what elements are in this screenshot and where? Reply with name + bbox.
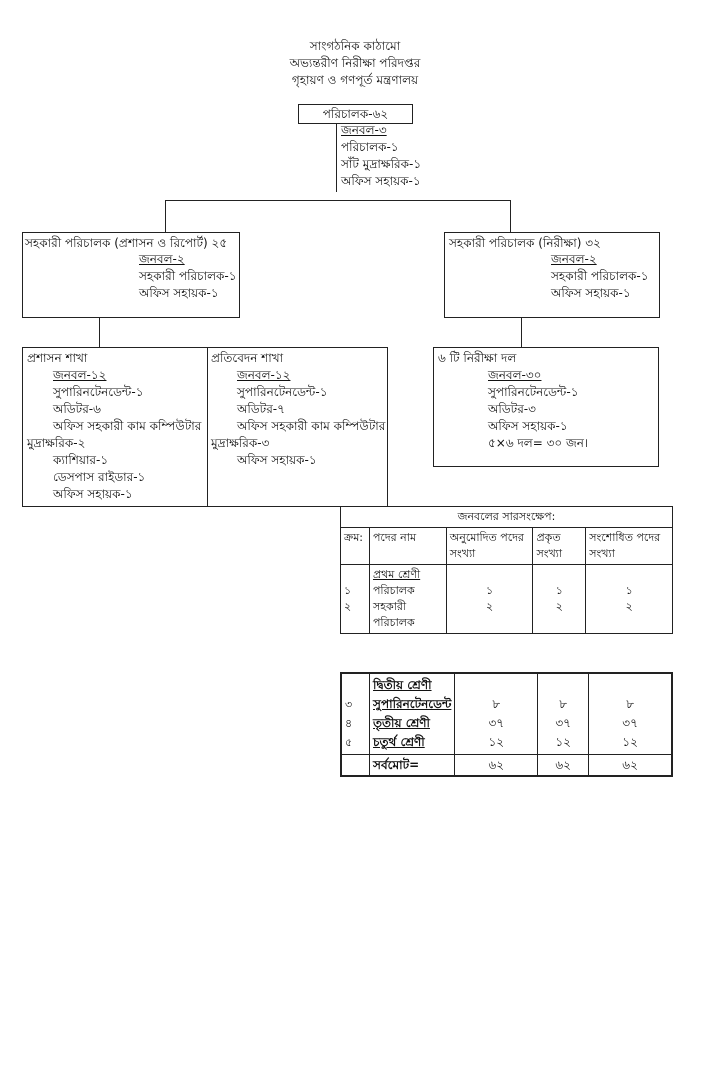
title-line-1: সাংগঠনিক কাঠামো	[309, 39, 401, 53]
class2-label: দ্বিতীয় শ্রেণী	[373, 678, 432, 692]
header-approved: অনুমোদিত পদের সংখ্যা	[446, 528, 533, 565]
ad-inspection-manpower: জনবল-২	[551, 252, 597, 266]
admin-branch-item: সুপারিনটেনডেন্ট-১	[53, 385, 144, 399]
ad-admin-manpower: জনবল-২	[139, 252, 185, 266]
director-item: অফিস সহায়ক-১	[341, 174, 421, 188]
level1-connector	[165, 200, 511, 201]
report-branch-manpower: জনবল-১২	[237, 368, 291, 382]
ad-admin-box	[22, 232, 240, 318]
title-line-3: গৃহায়ণ ও গণপূর্ত মন্ত্রণালয়	[291, 73, 419, 87]
serial-cell: ৩ ৪ ৫	[341, 673, 370, 755]
director-box	[298, 104, 413, 124]
summary-table-2	[340, 672, 673, 777]
ad-inspection-box	[444, 232, 660, 318]
ad-admin-item: অফিস সহায়ক-১	[139, 286, 219, 300]
approved-cell: ১ ২	[446, 565, 533, 634]
director-item: পরিচালক-১	[341, 140, 399, 154]
approved-cell: ৮ ৩৭ ১২	[455, 673, 538, 755]
summary-table	[340, 506, 673, 634]
summary-caption: জনবলের সারসংক্ষেপ:	[341, 507, 673, 528]
ad-inspection-item: অফিস সহায়ক-১	[551, 286, 631, 300]
audit-teams-item: অডিটর-৩	[488, 402, 536, 416]
report-branch-item: সুপারিনটেনডেন্ট-১	[237, 385, 328, 399]
right-drop-line	[510, 200, 511, 232]
report-branch-item: অফিস সহকারী কাম কম্পিউটার	[237, 419, 386, 433]
ad-admin-item: সহকারী পরিচালক-১	[139, 269, 237, 283]
inspection-drop-line	[521, 318, 522, 348]
post-cell: দ্বিতীয় শ্রেণী সুপারিনটেনডেন্ট তৃতীয় শ্রেণী চতুর্থ শ্রেণী	[370, 673, 455, 755]
header-revised: সংশোধিত পদের সংখ্যা	[586, 528, 673, 565]
admin-branch-item: অডিটর-৬	[53, 402, 101, 416]
report-branch-typist: মুদ্রাক্ষরিক-৩	[211, 436, 270, 450]
director-label: পরিচালক-৬২	[322, 107, 389, 121]
audit-teams-item: সুপারিনটেনডেন্ট-১	[488, 385, 579, 399]
branches-divider	[207, 348, 208, 506]
admin-drop-line	[99, 318, 100, 348]
actual-cell: ৮ ৩৭ ১২	[538, 673, 589, 755]
left-drop-line	[165, 200, 166, 232]
director-stem-line	[336, 124, 337, 192]
header-post: পদের নাম	[369, 528, 446, 565]
revised-cell: ১ ২	[586, 565, 673, 634]
audit-teams-manpower: জনবল-৩০	[488, 368, 542, 382]
total-serial-cell	[341, 755, 370, 777]
report-branch-title: প্রতিবেদন শাখা	[211, 351, 284, 365]
audit-teams-item: অফিস সহায়ক-১	[488, 419, 568, 433]
title-line-2: অভ্যন্তরীণ নিরীক্ষা পরিদপ্তর	[289, 56, 421, 70]
ad-inspection-item: সহকারী পরিচালক-১	[551, 269, 649, 283]
admin-branch-item: অফিস সহায়ক-১	[53, 487, 133, 501]
admin-branch-typist: মুদ্রাক্ষরিক-২	[27, 436, 86, 450]
class1-label: প্রথম শ্রেণী	[372, 568, 421, 581]
ad-admin-title: সহকারী পরিচালক (প্রশাসন ও রিপোর্ট) ২৫	[25, 236, 228, 250]
total-approved: ৬২	[455, 755, 538, 777]
admin-branch-title: প্রশাসন শাখা	[27, 351, 88, 365]
admin-branch-manpower: জনবল-১২	[53, 368, 107, 382]
revised-cell: ৮ ৩৭ ১২	[589, 673, 672, 755]
total-actual: ৬২	[538, 755, 589, 777]
actual-cell: ১ ২	[533, 565, 586, 634]
admin-branch-item: অফিস সহকারী কাম কম্পিউটার	[53, 419, 202, 433]
audit-teams-item: ৫×৬ দল= ৩০ জন।	[488, 436, 589, 450]
post-cell: প্রথম শ্রেণী পরিচালক সহকারী পরিচালক	[369, 565, 446, 634]
serial-cell: ১ ২	[341, 565, 370, 634]
branches-box	[22, 347, 388, 507]
header-serial: ক্রম:	[341, 528, 370, 565]
audit-teams-box	[433, 347, 659, 467]
admin-branch-item: ডেসপাস রাইডার-১	[53, 470, 146, 484]
total-label: সর্বমোট=	[370, 755, 455, 777]
audit-teams-title: ৬ টি নিরীক্ষা দল	[438, 351, 517, 365]
admin-branch-item: ক্যাশিয়ার-১	[53, 453, 109, 467]
total-revised: ৬২	[589, 755, 672, 777]
report-branch-item: অফিস সহায়ক-১	[237, 453, 317, 467]
director-item: সাঁট মুদ্রাক্ষরিক-১	[341, 157, 422, 171]
director-manpower: জনবল-৩	[341, 123, 387, 137]
report-branch-item: অডিটর-৭	[237, 402, 285, 416]
ad-inspection-title: সহকারী পরিচালক (নিরীক্ষা) ৩২	[449, 236, 601, 250]
header-actual: প্রকৃত সংখ্যা	[533, 528, 586, 565]
